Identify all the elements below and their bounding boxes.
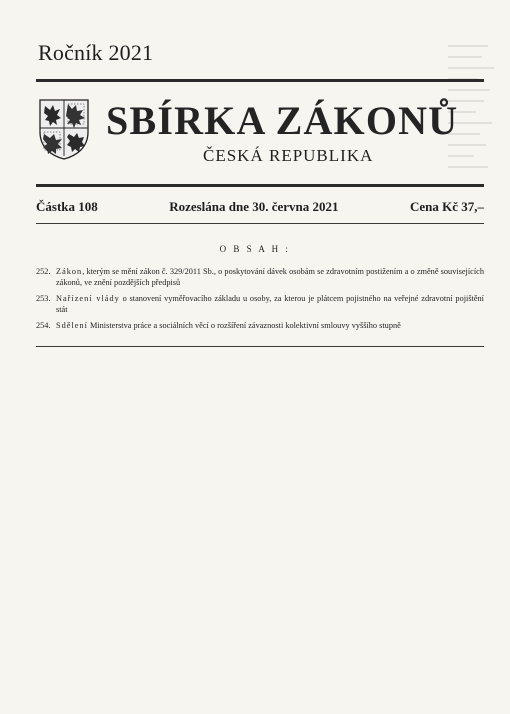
- toc-item-description: o stanovení vyměřovacího základu u osoby, za kterou je plátcem pojistného na veřejné zdravotní pojištění stát: [56, 294, 484, 314]
- issue-row-rule: [36, 223, 484, 224]
- toc-item-text: [56, 320, 484, 331]
- issue-info-row: [36, 199, 484, 215]
- toc-item-type: Zákon: [56, 267, 83, 276]
- header-top-rule: [36, 79, 484, 82]
- table-of-contents: [36, 266, 484, 336]
- toc-item: [36, 320, 484, 331]
- publication-title: SBÍRKA ZÁKONŮ: [106, 98, 459, 143]
- toc-item-number: 254.: [36, 321, 51, 330]
- toc-item: [36, 293, 484, 315]
- coat-of-arms-icon: [38, 98, 90, 160]
- issue-distribution-date: Rozeslána dne 30. června 2021: [169, 199, 339, 214]
- toc-item-type: Nařízení vlády: [56, 294, 120, 303]
- toc-item-number: 253.: [36, 294, 51, 303]
- toc-item-number: 252.: [36, 267, 51, 276]
- toc-item-text: [56, 266, 484, 288]
- issue-price: Cena Kč 37,–: [409, 199, 484, 214]
- volume-year: Ročník 2021: [38, 40, 154, 65]
- contents-bottom-rule: [36, 346, 484, 347]
- toc-item-text: [56, 293, 484, 315]
- header-bottom-rule: [36, 184, 484, 187]
- toc-item-type: Sdělení: [56, 321, 88, 330]
- toc-item: [36, 266, 484, 288]
- publication-subtitle: ČESKÁ REPUBLIKA: [203, 146, 374, 165]
- toc-item-description: , kterým se mění zákon č. 329/2011 Sb., o poskytování dávek osobám se zdravotním postižením a o změně souvisejících zákonů, ve znění pozdějších předpisů: [56, 267, 484, 287]
- toc-item-description: Ministerstva práce a sociálních věcí o rozšíření závaznosti kolektivní smlouvy vyššího stupně: [87, 321, 401, 330]
- issue-part: Částka 108: [36, 199, 98, 214]
- contents-heading: O B S A H :: [219, 244, 291, 254]
